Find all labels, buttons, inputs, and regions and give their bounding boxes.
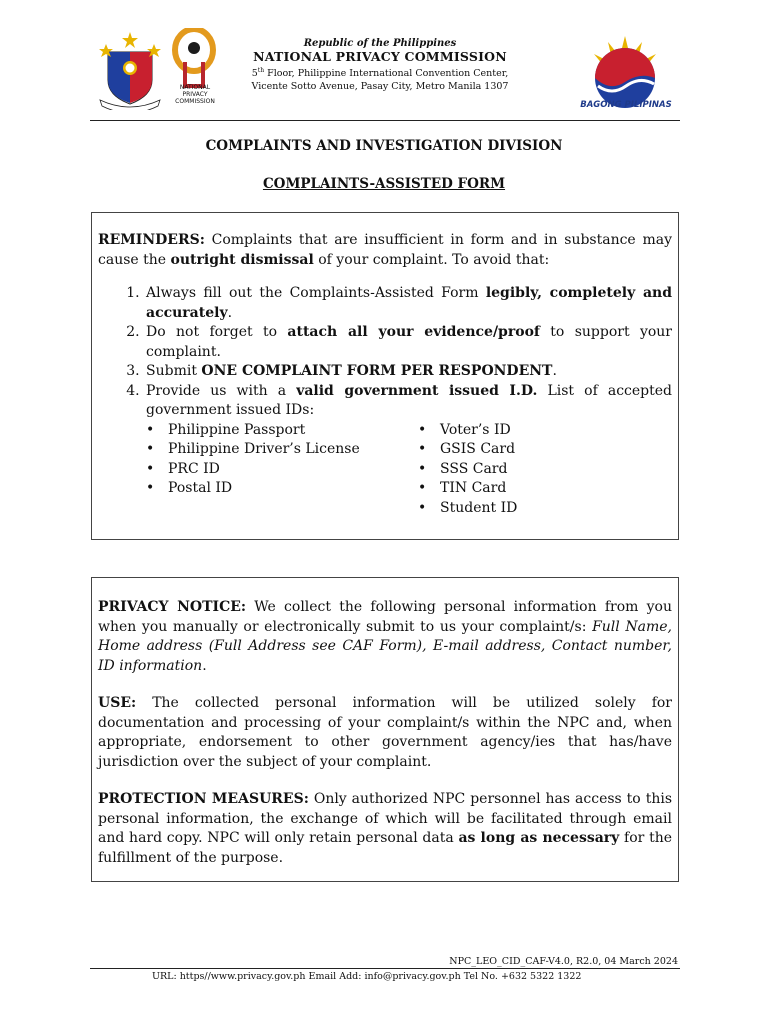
privacy-notice-text: We collect the following personal information from you when you manually or electronically submit to us your complaint/s:	[98, 599, 672, 635]
privacy-use	[98, 694, 672, 772]
header-divider	[90, 120, 680, 121]
id-item: • Philippine Driver’s License	[146, 440, 418, 460]
reminders-text: Complaints that are insufficient in form and in substance may cause the	[98, 232, 672, 268]
privacy-notice-end: .	[202, 657, 207, 674]
privacy-box	[91, 577, 679, 882]
npc-logo-word: NATIONAL	[179, 84, 211, 91]
document-code: NPC_LEO_CID_CAF-V4.0, R2.0, 04 March 2024	[449, 956, 678, 967]
reminders-bold: outright dismissal	[170, 251, 314, 268]
philippine-seal-icon	[96, 30, 164, 110]
reminder-text: Always fill out the Complaints-Assisted Form	[146, 285, 486, 301]
letterhead	[0, 28, 768, 120]
privacy-notice-fields: Full Name, Home address (Full Address see CAF Form), E-mail address, Contact number, ID information	[98, 618, 672, 674]
reminders-text: of your complaint. To avoid that:	[313, 251, 550, 268]
protection-measures	[98, 790, 672, 868]
id-item: • Student ID	[418, 499, 517, 519]
reminder-text: .	[552, 363, 557, 379]
id-list-left	[146, 421, 418, 519]
id-item: • PRC ID	[146, 460, 418, 480]
reminder-item	[144, 323, 672, 362]
id-item: • Philippine Passport	[146, 421, 418, 441]
protection-label: PROTECTION MEASURES:	[98, 791, 309, 807]
reminder-bold: valid government issued I.D.	[296, 382, 538, 399]
bagong-pilipinas-text: BAGONG PILIPINAS	[580, 100, 672, 110]
reminder-text: .	[227, 304, 233, 321]
footer-contact: URL: https//www.privacy.gov.ph Email Add: info@privacy.gov.ph Tel No. +632 5322 1322	[152, 971, 582, 982]
footer-divider	[90, 968, 680, 969]
floor-suffix: th	[257, 67, 265, 74]
id-item: • Postal ID	[146, 479, 418, 499]
reminders-box	[91, 212, 679, 540]
reminders-list	[98, 284, 672, 421]
address-line-1	[230, 64, 530, 80]
letterhead-text	[230, 38, 530, 93]
reminders-label: REMINDERS:	[98, 232, 205, 248]
reminder-item	[144, 284, 672, 323]
division-title: COMPLAINTS AND INVESTIGATION DIVISION	[205, 138, 563, 154]
reminder-item	[144, 362, 672, 382]
reminder-item	[144, 382, 672, 421]
reminder-text: Provide us with a	[146, 382, 297, 399]
id-item: • Voter’s ID	[418, 421, 517, 441]
reminders-intro	[98, 231, 672, 270]
npc-logo-word: PRIVACY	[182, 91, 208, 98]
address-line-1-text: Floor, Philippine International Convention Center,	[264, 68, 509, 80]
npc-logo-text	[166, 84, 224, 105]
id-item: • SSS Card	[418, 460, 517, 480]
accepted-ids	[146, 421, 672, 519]
use-text: The collected personal information will be utilized solely for documentation and processing of your complaint/s within the NPC and, when appropriate, endorsement to other government agency/ies that has/have jurisdiction over the subject of your complaint.	[98, 695, 672, 770]
privacy-notice-label: PRIVACY NOTICE:	[98, 599, 247, 615]
agency-name: NATIONAL PRIVACY COMMISSION	[253, 49, 507, 64]
reminder-text: List of accepted government issued IDs:	[146, 382, 672, 418]
address-line-2: Vicente Sotto Avenue, Pasay City, Metro Manila 1307	[251, 81, 509, 93]
protection-end: for the fulfillment of the purpose.	[98, 830, 673, 866]
reminder-bold: attach all your evidence/proof	[287, 324, 540, 340]
republic-line: Republic of the Philippines	[303, 38, 457, 49]
floor-number: 5	[251, 68, 258, 80]
privacy-notice	[98, 598, 672, 676]
protection-text: Only authorized NPC personnel has access to this personal information, the exchange of which will be facilitated through email and hard copy. NPC will only retain personal data	[98, 791, 673, 846]
protection-bold: as long as necessary	[458, 830, 620, 846]
reminder-bold: legibly, completely and accurately	[146, 285, 672, 321]
form-title: COMPLAINTS-ASSISTED FORM	[262, 176, 506, 192]
id-list-right	[418, 421, 517, 519]
use-label: USE:	[98, 695, 137, 711]
reminder-text: Do not forget to	[146, 324, 288, 340]
reminder-bold: ONE COMPLAINT FORM PER RESPONDENT	[201, 363, 553, 379]
id-item: • GSIS Card	[418, 440, 517, 460]
reminder-text: to support your complaint.	[146, 324, 672, 360]
id-item: • TIN Card	[418, 479, 517, 499]
reminder-text: Submit	[146, 363, 202, 379]
npc-logo-word: COMMISSION	[175, 98, 215, 105]
